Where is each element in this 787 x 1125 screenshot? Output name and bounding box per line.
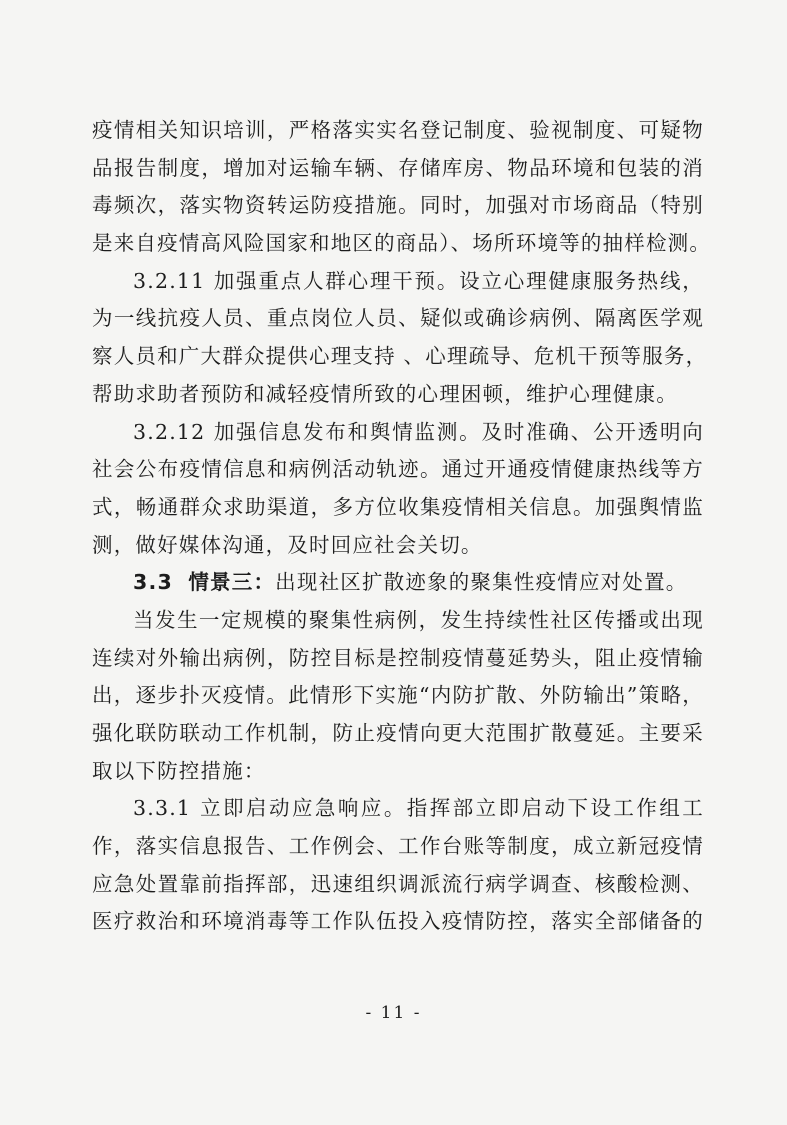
text-line: 为一线抗疫人员、重点岗位人员、疑似或确诊病例、隔离医学观	[92, 306, 704, 331]
text-line: 测，做好媒体沟通，及时回应社会关切。	[92, 532, 483, 557]
text-line: 是来自疫情高风险国家和地区的商品）、场所环境等的抽样检测。	[92, 231, 712, 256]
section-number: 3.3	[133, 570, 173, 595]
text-line: 强化联防联动工作机制，防止疫情向更大范围扩散蔓延。主要采	[92, 721, 704, 745]
text-line: 当发生一定规模的聚集性病例，发生持续性社区传播或出现	[133, 607, 704, 632]
text-line: 3.2.11 加强重点人群心理干预。设立心理健康服务热线，	[133, 268, 704, 293]
text-line: 疫情相关知识培训，严格落实实名登记制度、验视制度、可疑物	[92, 118, 704, 142]
text-line: 社会公布疫情信息和病例活动轨迹。通过开通疫情健康热线等方	[92, 457, 704, 482]
text-line: 医疗救治和环境消毒等工作队伍投入疫情防控，落实全部储备的	[92, 909, 704, 934]
text-line: 帮助求助者预防和减轻疫情所致的心理困顿，维护心理健康。	[92, 381, 678, 406]
text-line: 3.2.12 加强信息发布和舆情监测。及时准确、公开透明向	[133, 419, 704, 444]
text-line: 3.3.1 立即启动应急响应。指挥部立即启动下设工作组工	[133, 796, 704, 821]
section-label: 情景三：	[188, 570, 276, 595]
page-number: - 11 -	[365, 1003, 422, 1023]
section-heading	[92, 564, 704, 602]
text-line: 察人员和广大群众提供心理支持 、心理疏导、危机干预等服务，	[92, 344, 708, 369]
text-line: 毒频次，落实物资转运防疫措施。同时，加强对市场商品（特别	[92, 193, 704, 218]
text-line: 出，逐步扑灭疫情。此情形下实施“内防扩散、外防输出”策略，	[92, 683, 704, 708]
document-body	[92, 112, 712, 941]
text-line: 品报告制度，增加对运输车辆、存储库房、物品环境和包装的消	[92, 155, 704, 180]
text-line: 作，落实信息报告、工作例会、工作台账等制度，成立新冠疫情	[92, 834, 704, 859]
text-line: 式，畅通群众求助渠道，多方位收集疫情相关信息。加强舆情监	[92, 494, 704, 519]
text-line: 应急处置靠前指挥部，迅速组织调派流行病学调查、核酸检测、	[92, 871, 704, 896]
section-title: 出现社区扩散迹象的聚集性疫情应对处置。	[275, 570, 688, 595]
text-line: 取以下防控措施：	[92, 758, 266, 783]
text-line: 连续对外输出病例，防控目标是控制疫情蔓延势头，阻止疫情输	[92, 645, 704, 670]
